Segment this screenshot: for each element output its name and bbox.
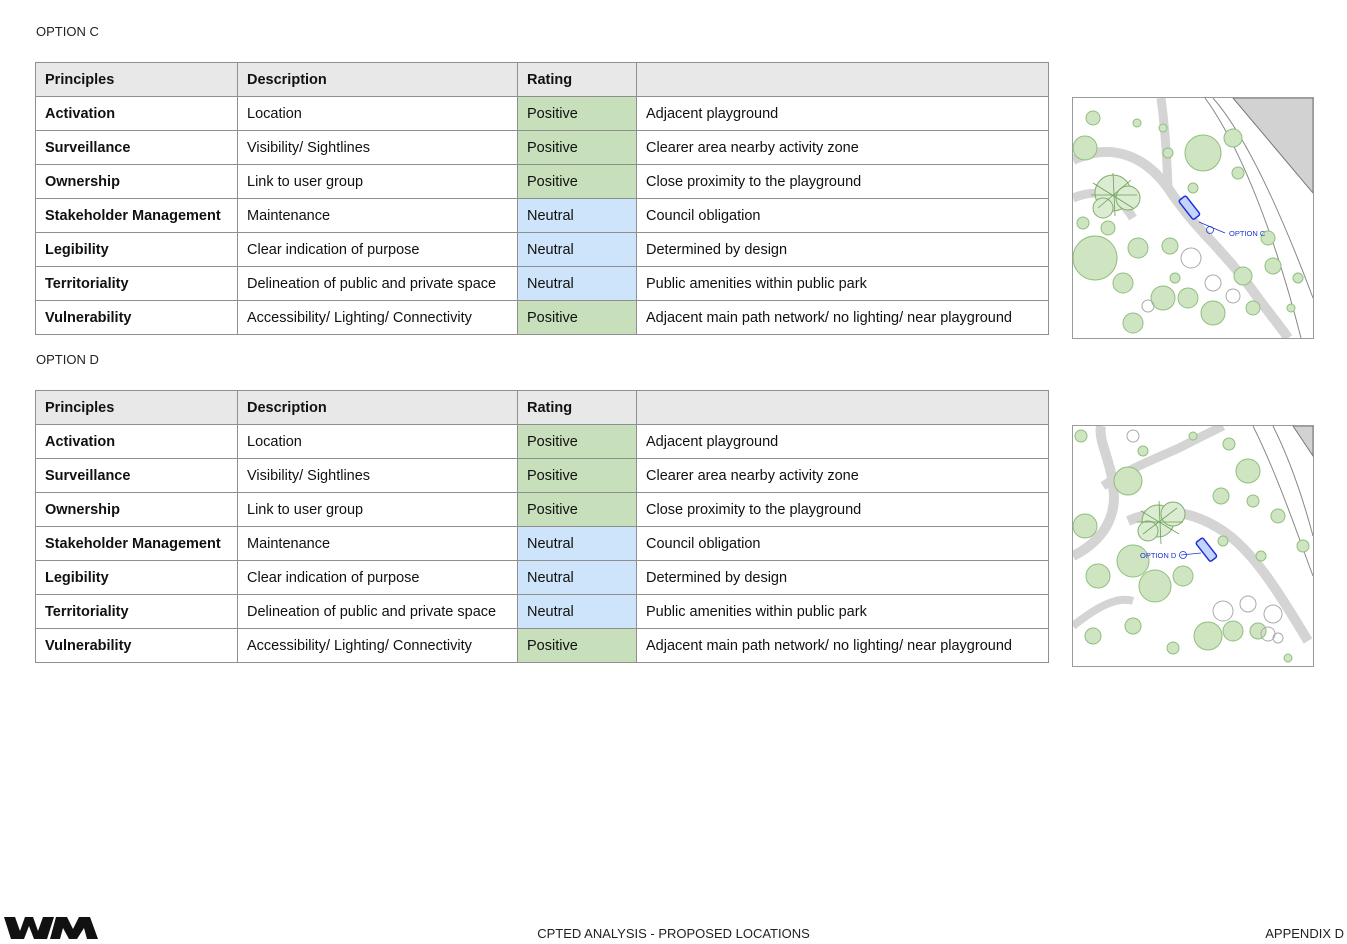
rating-cell: Positive <box>518 165 637 199</box>
description-cell: Visibility/ Sightlines <box>238 459 518 493</box>
principle-cell: Territoriality <box>36 595 238 629</box>
table-row <box>36 493 1049 527</box>
rating-cell: Positive <box>518 425 637 459</box>
table-row <box>36 131 1049 165</box>
rating-cell: Neutral <box>518 561 637 595</box>
header-principles: Principles <box>36 63 238 97</box>
rating-cell: Positive <box>518 97 637 131</box>
table-row <box>36 459 1049 493</box>
principle-cell: Legibility <box>36 233 238 267</box>
rating-cell: Neutral <box>518 233 637 267</box>
header-comment <box>637 63 1049 97</box>
comment-cell: Close proximity to the playground <box>637 493 1049 527</box>
description-cell: Delineation of public and private space <box>238 595 518 629</box>
option-d-site-plan-drawing <box>1073 426 1313 666</box>
rating-cell: Neutral <box>518 595 637 629</box>
table-row <box>36 561 1049 595</box>
option-c-map-label: OPTION C <box>1229 229 1266 238</box>
comment-cell: Council obligation <box>637 199 1049 233</box>
rating-cell: Positive <box>518 493 637 527</box>
table-row <box>36 527 1049 561</box>
principle-cell: Surveillance <box>36 459 238 493</box>
principle-cell: Stakeholder Management <box>36 527 238 561</box>
principle-cell: Surveillance <box>36 131 238 165</box>
table-row <box>36 97 1049 131</box>
comment-cell: Determined by design <box>637 233 1049 267</box>
rating-cell: Positive <box>518 629 637 663</box>
description-cell: Maintenance <box>238 527 518 561</box>
rating-cell: Neutral <box>518 199 637 233</box>
header-description: Description <box>238 63 518 97</box>
principle-cell: Ownership <box>36 493 238 527</box>
option-d-map-label: OPTION D <box>1140 551 1177 560</box>
principle-cell: Activation <box>36 425 238 459</box>
principle-cell: Activation <box>36 97 238 131</box>
comment-cell: Determined by design <box>637 561 1049 595</box>
table-row <box>36 301 1049 335</box>
comment-cell: Adjacent playground <box>637 425 1049 459</box>
description-cell: Accessibility/ Lighting/ Connectivity <box>238 629 518 663</box>
appendix-label: APPENDIX D <box>1265 926 1344 941</box>
comment-cell: Public amenities within public park <box>637 595 1049 629</box>
rating-cell: Positive <box>518 301 637 335</box>
description-cell: Link to user group <box>238 165 518 199</box>
comment-cell: Adjacent main path network/ no lighting/ near playground <box>637 629 1049 663</box>
principle-cell: Legibility <box>36 561 238 595</box>
table-row <box>36 199 1049 233</box>
document-title: CPTED ANALYSIS - PROPOSED LOCATIONS <box>537 926 810 941</box>
description-cell: Location <box>238 97 518 131</box>
comment-cell: Adjacent playground <box>637 97 1049 131</box>
description-cell: Link to user group <box>238 493 518 527</box>
table-row <box>36 267 1049 301</box>
principle-cell: Stakeholder Management <box>36 199 238 233</box>
principle-cell: Vulnerability <box>36 629 238 663</box>
table-row <box>36 165 1049 199</box>
option-c-table <box>35 62 1049 335</box>
option-d-table <box>35 390 1049 663</box>
comment-cell: Council obligation <box>637 527 1049 561</box>
table-row <box>36 595 1049 629</box>
option-c-label: OPTION C <box>36 24 99 39</box>
comment-cell: Public amenities within public park <box>637 267 1049 301</box>
option-c-site-plan <box>1072 97 1314 339</box>
principle-cell: Ownership <box>36 165 238 199</box>
table-row <box>36 629 1049 663</box>
table-header-row <box>36 63 1049 97</box>
header-description: Description <box>238 391 518 425</box>
option-d-site-plan <box>1072 425 1314 667</box>
table-row <box>36 425 1049 459</box>
rating-cell: Positive <box>518 131 637 165</box>
principle-cell: Territoriality <box>36 267 238 301</box>
table-row <box>36 233 1049 267</box>
option-c-site-plan-drawing <box>1073 98 1313 338</box>
description-cell: Visibility/ Sightlines <box>238 131 518 165</box>
principle-cell: Vulnerability <box>36 301 238 335</box>
header-principles: Principles <box>36 391 238 425</box>
rating-cell: Positive <box>518 459 637 493</box>
table-header-row <box>36 391 1049 425</box>
header-rating: Rating <box>518 391 637 425</box>
header-comment <box>637 391 1049 425</box>
comment-cell: Clearer area nearby activity zone <box>637 131 1049 165</box>
comment-cell: Close proximity to the playground <box>637 165 1049 199</box>
rating-cell: Neutral <box>518 527 637 561</box>
rating-cell: Neutral <box>518 267 637 301</box>
description-cell: Maintenance <box>238 199 518 233</box>
description-cell: Clear indication of purpose <box>238 233 518 267</box>
header-rating: Rating <box>518 63 637 97</box>
option-d-label: OPTION D <box>36 352 99 367</box>
comment-cell: Adjacent main path network/ no lighting/ near playground <box>637 301 1049 335</box>
description-cell: Delineation of public and private space <box>238 267 518 301</box>
description-cell: Clear indication of purpose <box>238 561 518 595</box>
description-cell: Accessibility/ Lighting/ Connectivity <box>238 301 518 335</box>
description-cell: Location <box>238 425 518 459</box>
comment-cell: Clearer area nearby activity zone <box>637 459 1049 493</box>
